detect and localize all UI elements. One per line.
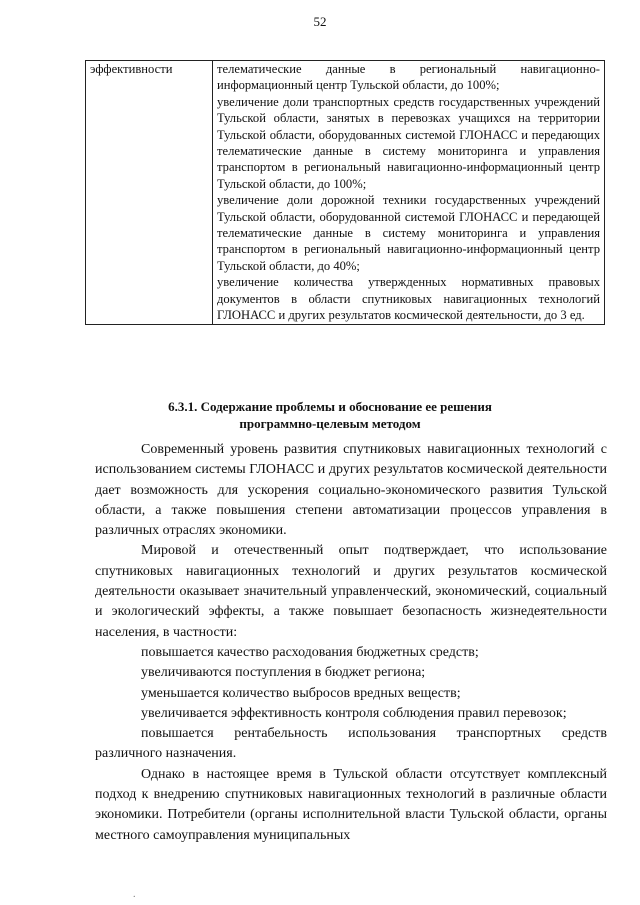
table-label-cell: эффективности xyxy=(86,61,213,325)
section-heading-line: программно-целевым методом xyxy=(239,416,421,431)
paragraph: Мировой и отечественный опыт подтверждает, что использование спутниковых навигационных технологий и других результатов космической деятельности оказывает значительный управленческий, экономический, социальный и экологический эффекты, а также повышает безопасность жизнедеятельности населения, в частности: xyxy=(95,543,607,640)
table-item: телематические данные в региональный навигационно-информационный центр Тульской области, до 100%; xyxy=(217,62,600,93)
page-number: 52 xyxy=(313,14,327,29)
list-item: повышается рентабельность использования транспортных средств различного назначения. xyxy=(95,726,607,762)
list-item: увеличиваются поступления в бюджет региона; xyxy=(141,665,426,681)
footer-mark: . xyxy=(133,889,136,900)
table-item: увеличение доли дорожной техники государственных учреждений Тульской области, оборудованной системой ГЛОНАСС и передающей телематические данные в систему мониторинга и управления транспортом в региональный навигационно-информационный центр Тульской области, до 40%; xyxy=(217,193,600,273)
table-item: увеличение количества утвержденных нормативных правовых документов в области спутниковых навигационных технологий ГЛОНАСС и других результатов космической деятельности, до 3 ед. xyxy=(217,275,600,323)
paragraph: Однако в настоящее время в Тульской области отсутствует комплексный подход к внедрению спутниковых навигационных технологий в различные области экономики. Потребители (органы исполнительной власти Тульской области, органы местного самоуправления муниципальных xyxy=(95,766,607,843)
body-text xyxy=(95,440,607,846)
table-item: увеличение доли транспортных средств государственных учреждений Тульской области, занятых в перевозках учащихся на территории Тульской области, оборудованных системой ГЛОНАСС и передающих телематические данные в систему мониторинга и управления транспортом в региональный навигационно-информационный центр Тульской области, до 100%; xyxy=(217,94,600,191)
paragraph: Современный уровень развития спутниковых навигационных технологий с использованием системы ГЛОНАСС и других результатов космической деятельности дает возможность для ускорения социально-экономического развития Тульской области, а также повышения степени автоматизации процессов управления в различных отраслях экономики. xyxy=(95,442,607,539)
table-content-cell xyxy=(213,61,605,325)
list-item: уменьшается количество выбросов вредных веществ; xyxy=(141,685,461,701)
indicators-table xyxy=(85,60,605,325)
list-item: увеличивается эффективность контроля соблюдения правил перевозок; xyxy=(141,705,567,721)
section-heading-line: 6.3.1. Содержание проблемы и обоснование ее решения xyxy=(168,399,492,414)
section-heading xyxy=(120,398,540,432)
list-item: повышается качество расходования бюджетных средств; xyxy=(141,644,479,660)
table-row xyxy=(86,61,605,325)
